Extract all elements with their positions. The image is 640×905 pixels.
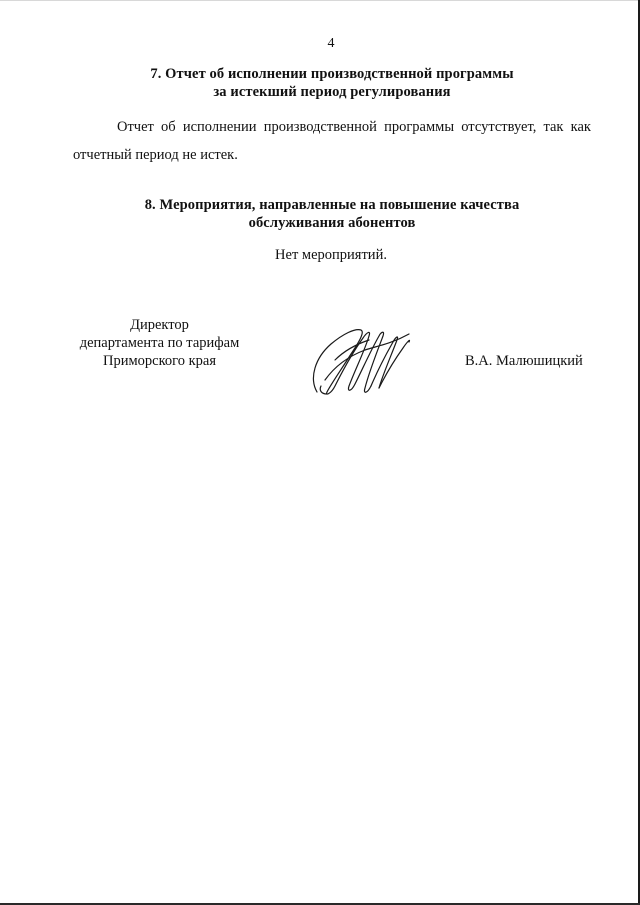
paragraph-word: так [543, 119, 564, 135]
paragraph-word: об [161, 119, 176, 135]
section-8-heading [0, 196, 640, 232]
paragraph-word: как [570, 119, 591, 135]
signer-position-line-2: департамента по тарифам [79, 335, 240, 351]
paragraph-word: Отчет [117, 119, 154, 135]
page-top-edge [0, 0, 640, 1]
section-7-paragraph-line-1 [117, 119, 591, 136]
handwritten-signature-icon [305, 320, 415, 400]
signer-name: В.А. Малюшицкий [465, 353, 583, 369]
section-8-heading-line-1: 8. Мероприятия, направленные на повышение качества [144, 197, 520, 213]
paragraph-word: исполнении [182, 119, 257, 135]
section-7-heading [0, 65, 640, 101]
signer-position [72, 316, 247, 370]
paragraph-word: отсутствует, [461, 119, 537, 135]
section-8-heading-line-2: обслуживания абонентов [248, 215, 416, 231]
signer-position-line-3: Приморского края [102, 353, 216, 369]
paragraph-word: программы [384, 119, 455, 135]
section-7-heading-line-1: 7. Отчет об исполнении производственной программы [150, 66, 514, 82]
signer-position-line-1: Директор [130, 317, 189, 333]
paragraph-word: производственной [263, 119, 377, 135]
section-7-heading-line-2: за истекший период регулирования [213, 84, 451, 100]
section-7-paragraph-line-2: отчетный период не истек. [73, 147, 238, 163]
section-8-text: Нет мероприятий. [275, 247, 387, 263]
page-number: 4 [327, 36, 335, 51]
